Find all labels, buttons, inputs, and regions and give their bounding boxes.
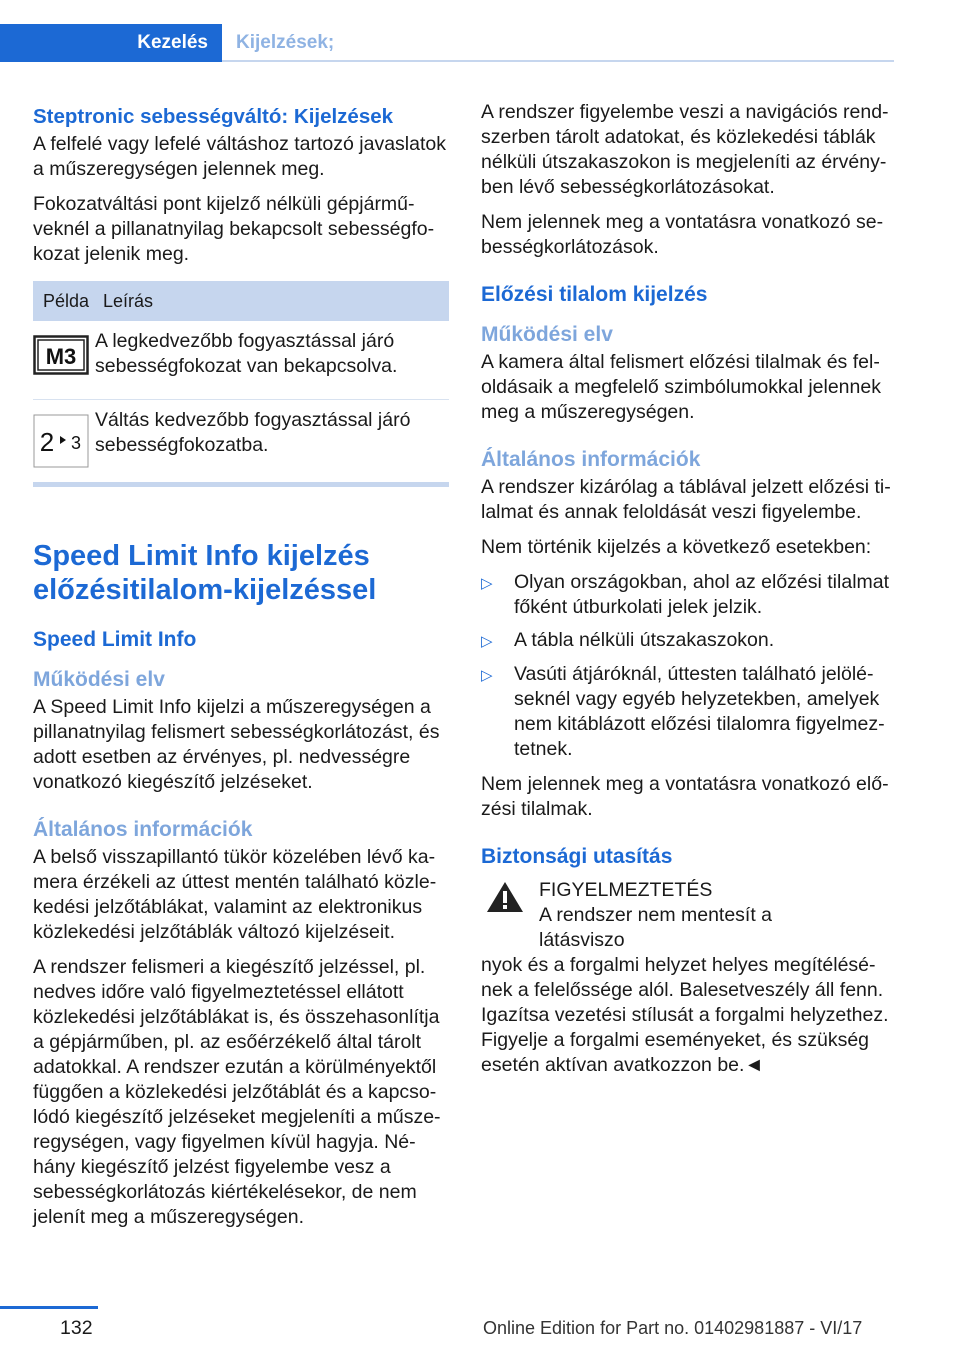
bullet-list [481,570,896,762]
header-divider [222,60,894,62]
paragraph: A kamera által felismert előzési tilalmak és feloldásaik a megfelelő szimbólumokkal jelennek meg a műszeregységen. [481,351,881,423]
paragraph: A rendszer figyelembe veszi a navigációs rendszerben tárolt adatokat, és közlekedési táblák nélküli útszakaszokon is megjeleníti az érvényben lévő sebességkorlátozásokat. [481,101,889,198]
svg-text:3: 3 [70,433,82,453]
footer-divider [0,1306,98,1309]
triangle-bullet-icon: ▷ [481,667,493,684]
table-row [33,321,449,400]
table-cell-description: Váltás kedvezőbb fogyasztással járó sebességfokozatba. [95,409,411,456]
list-item-text: Olyan országokban, ahol az előzési tilalmat főként útburkolati jelek jelzik. [514,571,890,618]
heading-mukodesi-elv: Működési elv [481,323,613,346]
page-number: 132 [60,1317,93,1339]
table-cell-description: A legkedvezőbb fogyasztással járó sebességfokozat van bekapcsolva. [95,330,398,377]
paragraph: A Speed Limit Info kijelzi a műszeregységen a pillanatnyilag felismert sebességkorlátozást, és adott esetben az érvényes, pl. nedvességre vonatkozó kiegészítő jelzéseket. [33,696,440,793]
tab-kijelzesek[interactable]: Kijelzések; [236,32,335,53]
edition-info: Online Edition for Part no. 01402981887 - VI/17 [483,1318,863,1338]
heading-altalanos: Általános információk [481,448,701,471]
list-item-text: A tábla nélküli útszakaszokon. [514,629,775,651]
heading-altalanos: Általános információk [33,818,253,841]
subsection-title: Előzési tilalom kijelzés [481,283,708,306]
steptronic-heading: Steptronic sebességváltó: Kijelzések [33,105,394,128]
paragraph: A rendszer felismeri a kiegészítő jelzéssel, pl. nedves időre való figyelmeztetéssel ellátott közlekedési jelzőtáblákat is, és összehasonlítja a gépjárműben, pl. az esőérzékelő által tárolt adatokkal. A rendszer ezután a körülményektől függően a közlekedési jelzőtáblát és a kapcsolódó kiegészítő jelzéseket megjeleníti a műszeregységen, vagy figyelmen kívül hagyja. Néhány kiegészítő jelzést figyelembe vesz a sebességkorlátozás kiértékelésekor, de nem jelenít meg a műszeregységen. [33,956,441,1228]
header-tabs [0,24,334,62]
list-item [481,662,896,762]
paragraph: Nem jelennek meg a vontatásra vonatkozó sebességkorlátozások. [481,211,884,258]
warning-text: nyok és a forgalmi helyzet helyes megítélésének a felelőssége alól. Balesetveszély áll fenn. Igazítsa vezetési stílusát a forgalmi helyzethez. Figyelje a forgalmi eseményeket, és szükség esetén aktívan avatkozzon be.◄ [481,954,889,1076]
paragraph: A belső visszapillantó tükör közelében lévő kamera érzékeli az úttest mentén található közlekedési jelzőtáblákat, valamint az elektronikus közlekedési jelzőtáblák változó kijelzéseit. [33,846,437,943]
triangle-bullet-icon: ▷ [481,575,493,592]
table-header [33,281,449,321]
warning-first-line: A rendszer nem mentesít a látásviszo [539,904,773,951]
list-item-text: Vasúti átjáróknál, úttesten található jelöléseknél vagy egyéb helyzetekben, amelyek nem kitáblázott előzési tilalomra figyelmeztetnek. [514,663,885,760]
list-item [481,628,896,654]
gear-m3-icon [33,335,89,375]
paragraph: Nem történik kijelzés a következő esetekben: [481,536,872,558]
shift-indicator-table [33,281,449,487]
table-row [33,400,449,482]
heading-mukodesi-elv: Működési elv [33,668,165,691]
right-column [481,100,896,1088]
triangle-bullet-icon: ▷ [481,633,493,650]
svg-text:2: 2 [39,427,55,457]
safety-heading: Biztonsági utasítás [481,845,673,868]
subsection-title: Speed Limit Info [33,628,197,651]
shift-2-to-3-icon [33,414,89,468]
table-header-example: Példa [43,290,90,311]
svg-text:M3: M3 [45,344,77,369]
paragraph: Nem jelennek meg a vontatásra vonatkozó előzési tilalmak. [481,773,889,820]
left-column [33,100,449,1240]
tab-kezeles[interactable]: Kezelés [0,24,222,62]
warning-title: FIGYELMEZTETÉS [539,879,713,901]
paragraph: A felfelé vagy lefelé váltáshoz tartozó javaslatok a műszeregységen jelennek meg. [33,133,446,180]
list-item [481,570,896,620]
warning-box [481,878,896,953]
paragraph: A rendszer kizárólag a táblával jelzett előzési tilalmat és annak feloldását veszi figyelembe. [481,476,891,523]
paragraph: Fokozatváltási pont kijelző nélküli gépjárműveknél a pillanatnyilag bekapcsolt sebességfokozat jelenik meg. [33,193,435,265]
table-header-description: Leírás [103,290,154,311]
section-title: Speed Limit Info kijelzés előzésitilalom-kijelzéssel [33,540,377,606]
warning-triangle-icon [481,880,529,914]
